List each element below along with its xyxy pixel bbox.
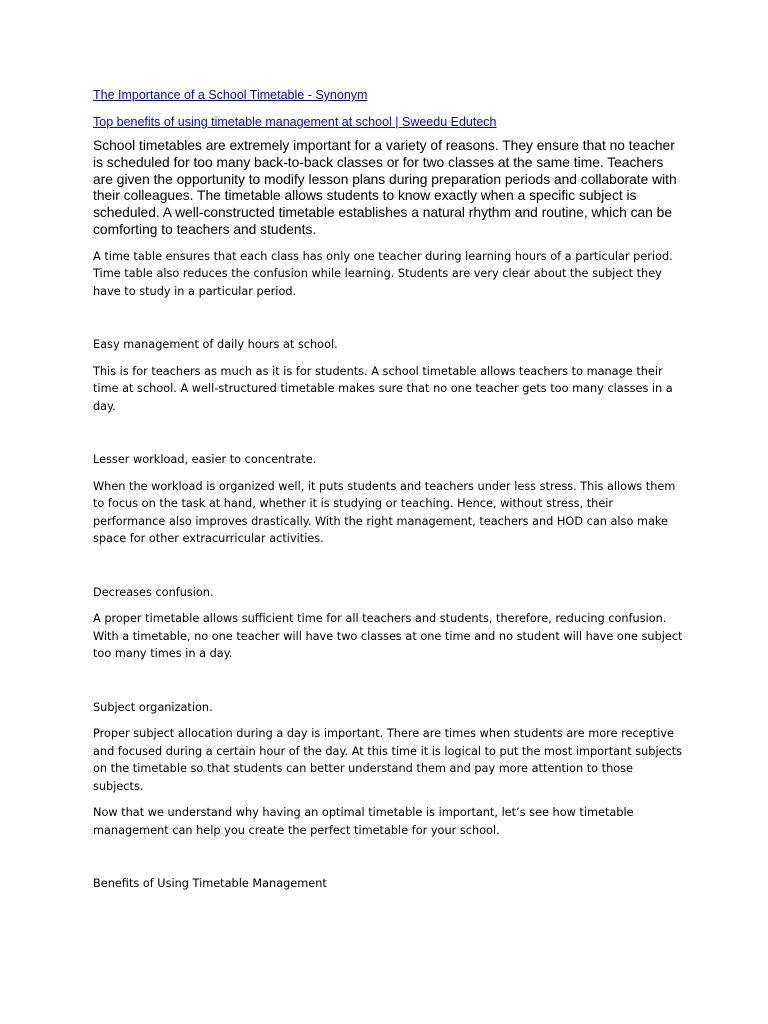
closing-paragraph: Now that we understand why having an optimal timetable is important, let’s see how timetable management can help you create the perfect timetable for your school. — [93, 806, 634, 837]
section-body-lesser-workload: When the workload is organized well, it puts students and teachers under less stress. This allows them to focus on the task at hand, whether it is studying or teaching. Hence, without stress, their performance also improves drastically. With the right management, teachers and HOD can also make space for other extracurricular activities. — [93, 479, 676, 546]
final-heading-benefits: Benefits of Using Timetable Management — [93, 877, 327, 891]
section-body-decreases-confusion: A proper timetable allows sufficient time for all teachers and students, therefore, reducing confusion. With a timetable, no one teacher will have two classes at one time and no student will have one subject too many times in a day. — [93, 612, 683, 661]
section-heading-lesser-workload: Lesser workload, easier to concentrate. — [93, 453, 317, 467]
section-body-subject-organization: Proper subject allocation during a day is important. There are times when students are more receptive and focused during a certain hour of the day. At this time it is logical to put the most important subjects on the timetable so that students can better understand them and pay more attention to those subjects. — [93, 727, 683, 793]
paragraph-time-table-ensures: A time table ensures that each class has only one teacher during learning hours of a particular period. Time table also reduces the confusion while learning. Students are very clear about the subject they have to study in a particular period. — [93, 249, 673, 298]
section-heading-subject-organization: Subject organization. — [93, 700, 213, 714]
document-content — [93, 86, 683, 893]
link-top-benefits-timetable-management[interactable]: Top benefits of using timetable management at school | Sweedu Edutech — [93, 115, 497, 129]
section-heading-decreases-confusion: Decreases confusion. — [93, 585, 214, 599]
intro-paragraph: School timetables are extremely important for a variety of reasons. They ensure that no teacher is scheduled for too many back-to-back classes or for two classes at the same time. Teachers are given the opportunity to modify lesson plans during preparation periods and collaborate with their colleagues. The timetable allows students to know exactly when a specific subject is scheduled. A well-constructed timetable establishes a natural rhythm and routine, which can be comforting to teachers and students. — [93, 138, 677, 237]
section-body-easy-management: This is for teachers as much as it is for students. A school timetable allows teachers to manage their time at school. A well-structured timetable makes sure that no one teacher gets too many classes in a day. — [93, 364, 673, 413]
link-importance-of-school-timetable[interactable]: The Importance of a School Timetable - Synonym — [93, 88, 368, 102]
section-heading-easy-management: Easy management of daily hours at school. — [93, 338, 338, 352]
